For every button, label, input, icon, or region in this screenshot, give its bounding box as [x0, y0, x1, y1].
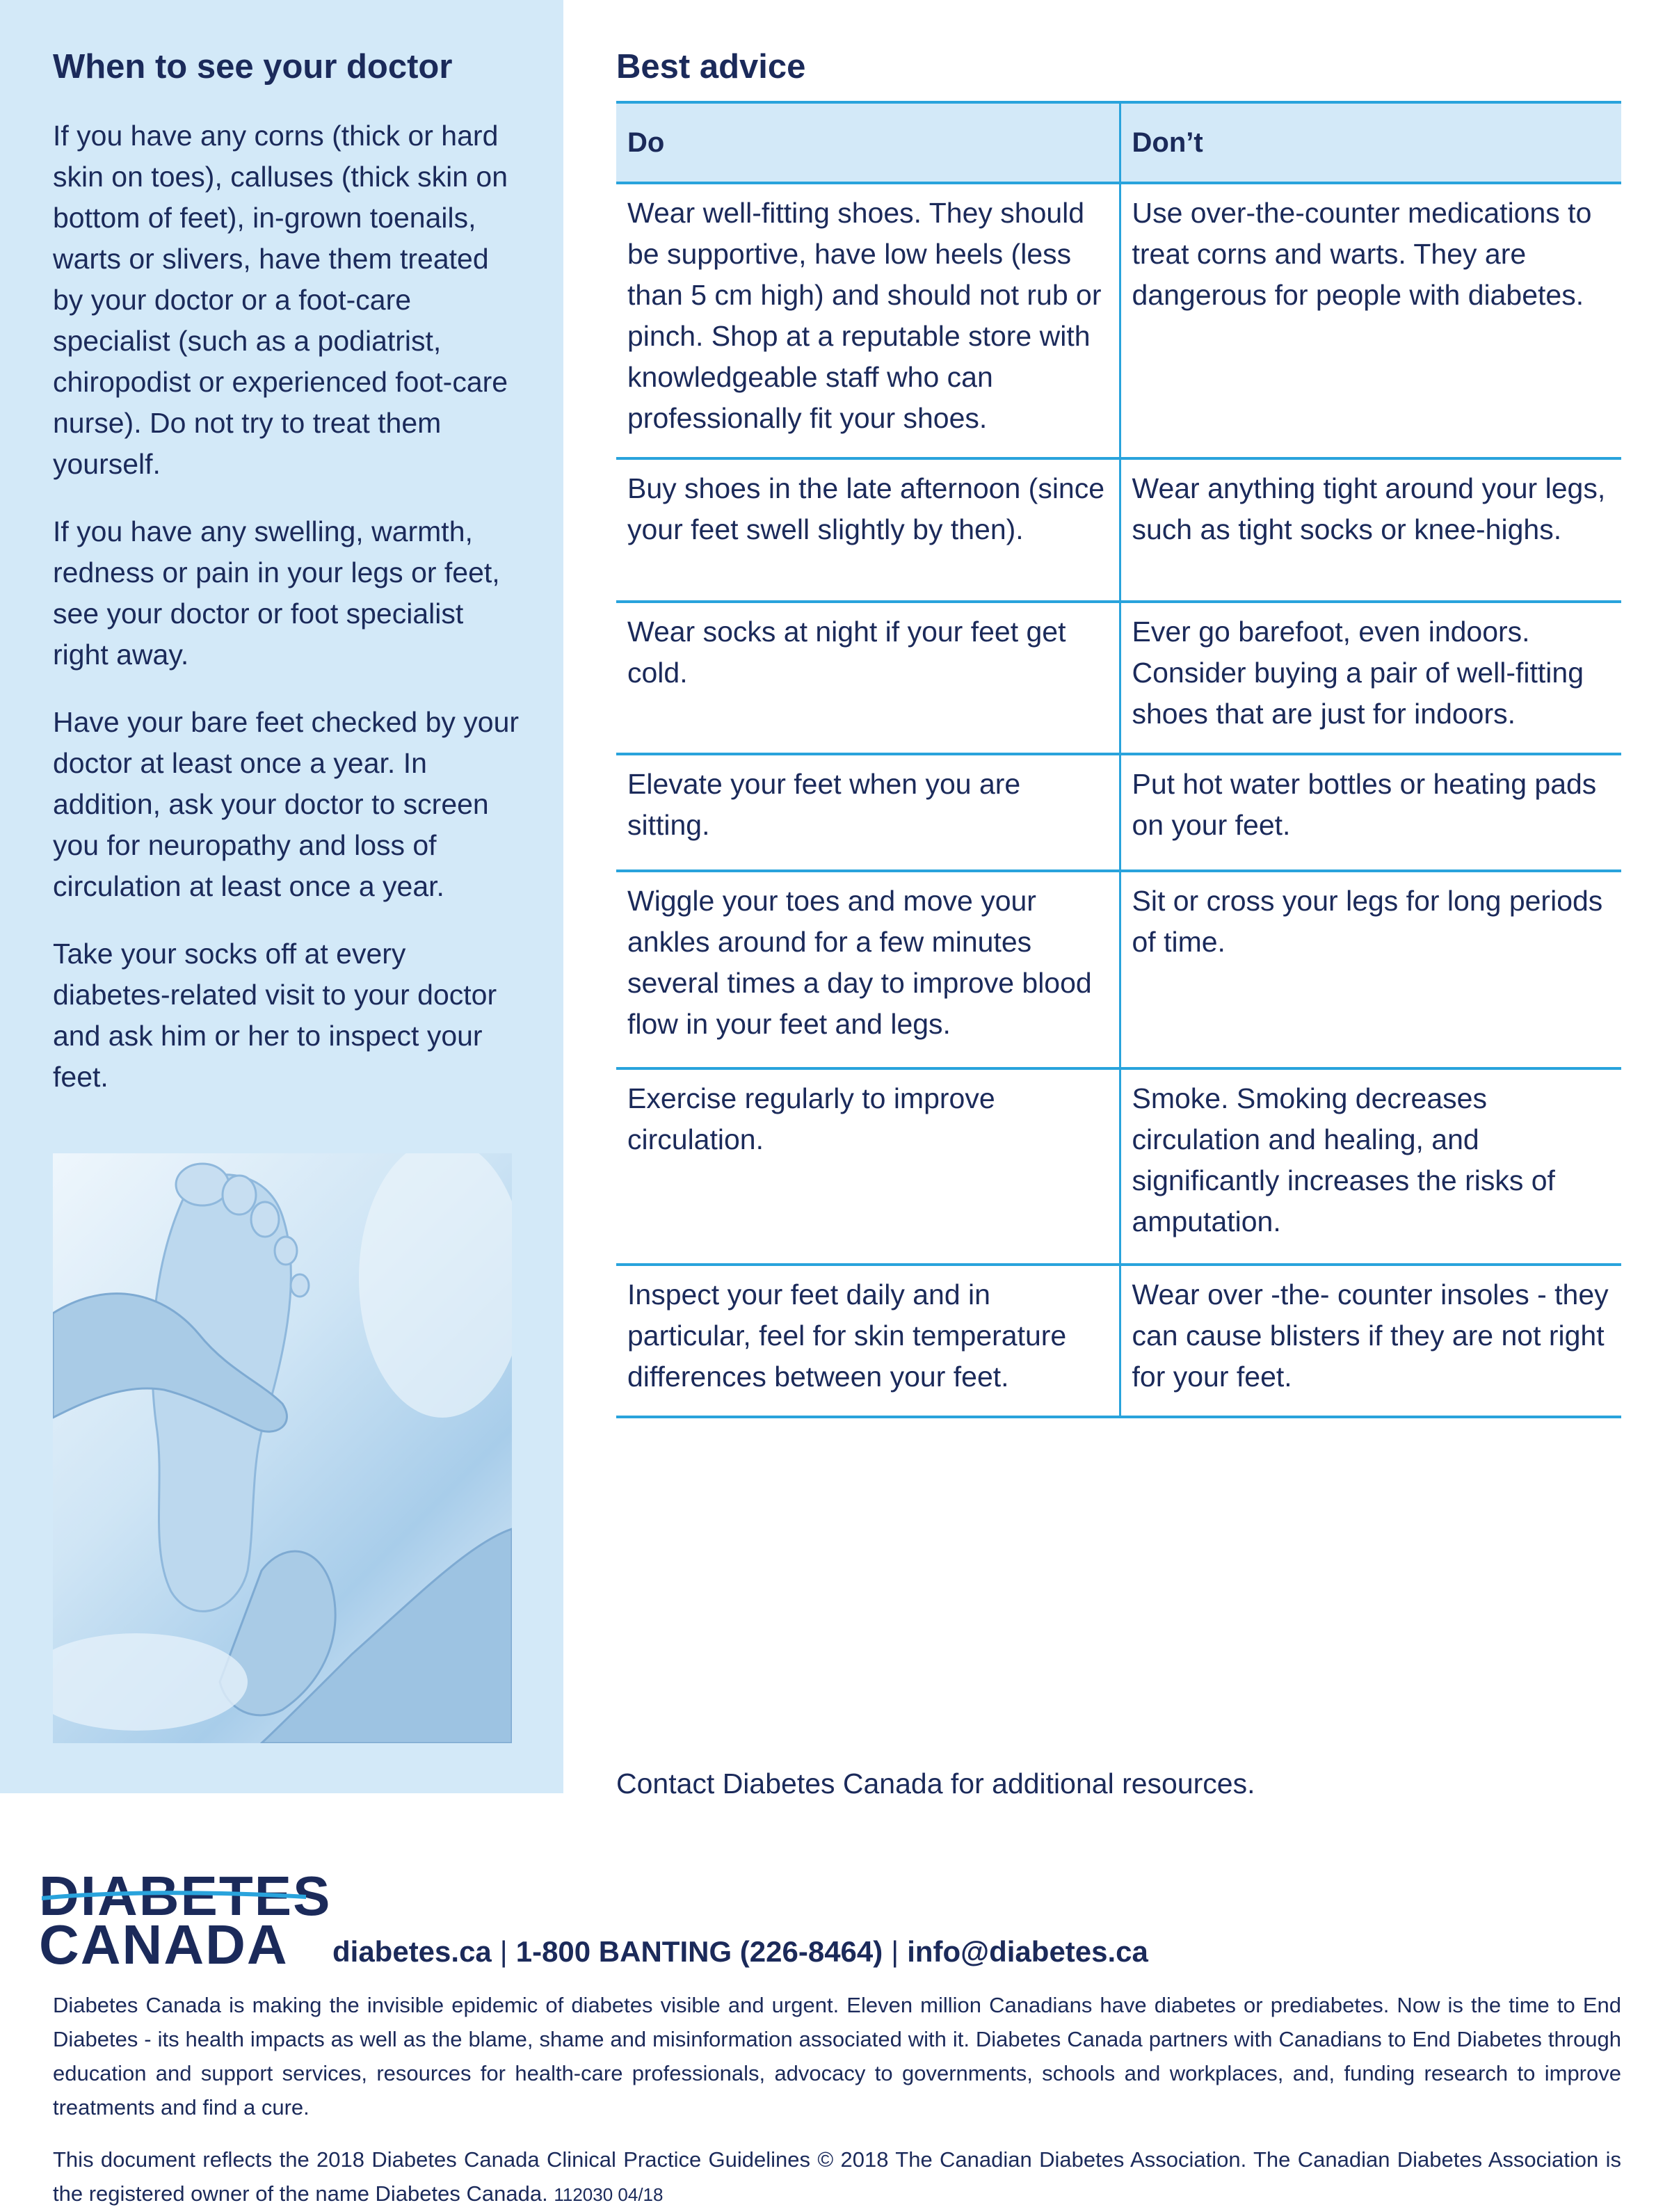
- table-row: [616, 871, 1621, 1068]
- phone-number[interactable]: 1-800 BANTING (226-8464): [515, 1935, 883, 1968]
- foot-illustration: [53, 1153, 512, 1743]
- left-sidebar-panel: [0, 0, 563, 1793]
- do-cell: Wiggle your toes and move your ankles around for a few minutes several times a day to improve blood flow in your feet and legs.: [616, 871, 1120, 1068]
- guidelines-note: [53, 2142, 1621, 2212]
- do-cell: Inspect your feet daily and in particular, feel for skin temperature differences between your feet.: [616, 1265, 1120, 1417]
- dont-cell: Sit or cross your legs for long periods of time.: [1120, 871, 1621, 1068]
- logo-line-diabetes: DIABETES: [39, 1865, 332, 1927]
- do-cell: Wear socks at night if your feet get cold.: [616, 602, 1120, 754]
- mission-statement: Diabetes Canada is making the invisible epidemic of diabetes visible and urgent. Eleven million Canadians have diabetes or prediabetes. Now is the time to End Diabetes - its health impacts as well as the blame, shame and misinformation associated with it. Diabetes Canada partners with Canadians to End Diabetes through education and support services, resources for health-care professionals, advocacy to governments, schools and workplaces, and, funding research to improve treatments and find a cure.: [53, 1993, 1621, 2119]
- doctor-paragraph: If you have any swelling, warmth, redness or pain in your legs or feet, see your doctor or foot specialist right away.: [53, 515, 500, 671]
- table-row: [616, 602, 1621, 754]
- dont-cell: Smoke. Smoking decreases circulation and healing, and significantly increases the risks of amputation.: [1120, 1068, 1621, 1265]
- dont-cell: Ever go barefoot, even indoors. Consider buying a pair of well-fitting shoes that are just for indoors.: [1120, 602, 1621, 754]
- document-code: 112030 04/18: [554, 2184, 664, 2205]
- dont-column-header: Don’t: [1120, 102, 1621, 183]
- diabetes-canada-logo: [39, 1865, 332, 1975]
- best-advice-title: Best advice: [616, 48, 806, 86]
- guidelines-note-text: This document reflects the 2018 Diabetes Canada Clinical Practice Guidelines © 2018 The Canadian Diabetes Association. The Canadian Diabetes Association is the registered owner of the name Diabetes Canada.: [53, 2147, 1621, 2206]
- doctor-paragraph: Take your socks off at every diabetes-related visit to your doctor and ask him or her to inspect your feet.: [53, 938, 497, 1093]
- table-header-row: [616, 102, 1621, 183]
- website-link[interactable]: diabetes.ca: [332, 1935, 492, 1968]
- do-cell: Buy shoes in the late afternoon (since your feet swell slightly by then).: [616, 458, 1120, 602]
- do-cell: Exercise regularly to improve circulation.: [616, 1068, 1120, 1265]
- doctor-paragraph: If you have any corns (thick or hard skin on toes), calluses (thick skin on bottom of feet), in-grown toenails, warts or slivers, have them treated by your doctor or a foot-care specialist (such as a podiatrist, chiropodist or experienced foot-care nurse). Do not try to treat them yourself.: [53, 120, 508, 480]
- do-cell: Elevate your feet when you are sitting.: [616, 754, 1120, 871]
- table-row: [616, 1068, 1621, 1265]
- separator: |: [499, 1935, 508, 1968]
- contact-bar: [332, 1932, 1148, 1971]
- doctor-section-title: When to see your doctor: [53, 48, 453, 86]
- foot-examination-photo: [53, 1153, 512, 1743]
- dont-cell: Use over-the-counter medications to treat corns and warts. They are dangerous for people with diabetes.: [1120, 183, 1621, 458]
- dont-cell: Wear anything tight around your legs, such as tight socks or knee-highs.: [1120, 458, 1621, 602]
- do-cell: Wear well-fitting shoes. They should be supportive, have low heels (less than 5 cm high) and should not rub or pinch. Shop at a reputable store with knowledgeable staff who can professionally fit your shoes.: [616, 183, 1120, 458]
- doctor-paragraph: Have your bare feet checked by your doctor at least once a year. In addition, ask your doctor to screen you for neuropathy and loss of circulation at least once a year.: [53, 706, 520, 902]
- doctor-section-text: [53, 115, 520, 1124]
- table-row: [616, 458, 1621, 602]
- contact-resources-line: Contact Diabetes Canada for additional resources.: [616, 1768, 1255, 1800]
- logo-line-canada: CANADA: [39, 1914, 289, 1975]
- dont-cell: Put hot water bottles or heating pads on your feet.: [1120, 754, 1621, 871]
- separator: |: [891, 1935, 899, 1968]
- logo-swoosh-icon: [42, 1888, 306, 1902]
- do-column-header: Do: [616, 102, 1120, 183]
- email-link[interactable]: info@diabetes.ca: [907, 1935, 1148, 1968]
- do-dont-table: [616, 101, 1621, 1418]
- table-row: [616, 183, 1621, 458]
- table-row: [616, 1265, 1621, 1417]
- dont-cell: Wear over -the- counter insoles - they can cause blisters if they are not right for your feet.: [1120, 1265, 1621, 1417]
- table-row: [616, 754, 1621, 871]
